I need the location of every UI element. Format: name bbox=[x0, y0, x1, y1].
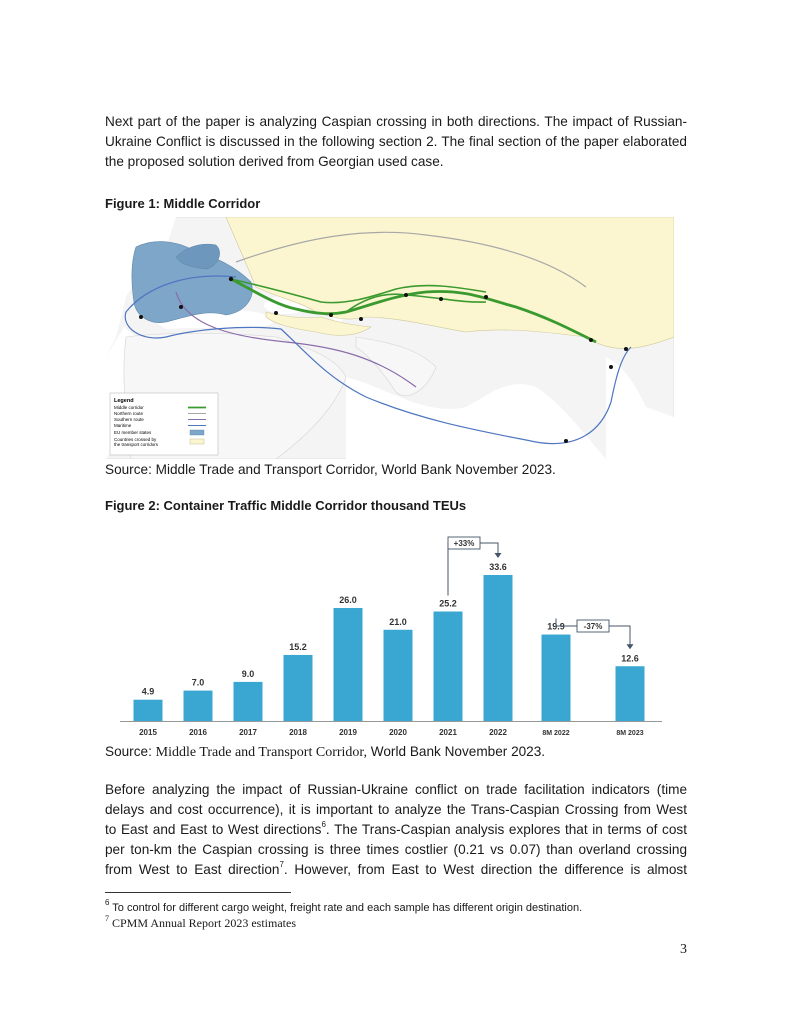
bar-2021 bbox=[434, 612, 463, 722]
node-dot bbox=[359, 317, 363, 321]
annotation-arrow bbox=[495, 553, 502, 558]
data-label: 33.6 bbox=[489, 562, 507, 572]
bars-layer bbox=[120, 575, 662, 722]
node-dot bbox=[404, 293, 408, 297]
data-label: 15.2 bbox=[289, 641, 307, 652]
bar-2018 bbox=[284, 655, 313, 721]
body-text: . However, from East to West direction the difference is almost bbox=[283, 862, 687, 877]
map-legend bbox=[110, 393, 218, 455]
source-prefix: Source: bbox=[105, 744, 156, 759]
data-label: 12.6 bbox=[621, 653, 639, 664]
bar-8m-2023 bbox=[616, 666, 645, 721]
body-text: from West to East direction bbox=[105, 862, 280, 877]
tick-labels-layer bbox=[139, 728, 644, 737]
container-traffic-chart bbox=[106, 528, 666, 743]
source-title: Middle Trade and Transport Corridor, bbox=[155, 745, 368, 760]
node-dot bbox=[229, 277, 233, 281]
data-label: 19.9 bbox=[547, 621, 565, 632]
body-line: delays and cost occurrence), it is important to analyze the Trans-Caspian Crossing from West bbox=[105, 802, 687, 817]
data-label: 4.9 bbox=[141, 686, 155, 697]
node-dot bbox=[484, 295, 488, 299]
intro-line: Ukraine Conflict is discussed in the following section 2. The final section of the paper elaborated bbox=[105, 134, 687, 149]
footnote-ref-7[interactable]: 7 bbox=[279, 860, 284, 870]
annotation-arrow bbox=[627, 644, 634, 649]
bar-2016 bbox=[184, 691, 213, 721]
footnote-6-text: To control for different cargo weight, freight rate and each sample has different origin destination. bbox=[109, 902, 583, 914]
body-line bbox=[105, 860, 687, 880]
figure2-caption: Figure 2: Container Traffic Middle Corridor thousand TEUs bbox=[105, 498, 467, 513]
node-dot bbox=[624, 347, 628, 351]
legend-swatch bbox=[190, 439, 204, 444]
middle-corridor-map bbox=[106, 217, 674, 459]
body-paragraph bbox=[105, 780, 687, 880]
footnote-ref-6[interactable]: 6 bbox=[321, 820, 326, 830]
footnote-7 bbox=[105, 916, 296, 931]
body-line bbox=[105, 820, 687, 840]
bar-2019 bbox=[334, 608, 363, 721]
body-line: per ton-km the Caspian crossing is three times costlier (0.21 vs 0.07) than overland crossing bbox=[105, 842, 687, 857]
tick-label: 2019 bbox=[339, 728, 357, 737]
tick-label: 2021 bbox=[439, 728, 457, 737]
source-rest: World Bank November 2023. bbox=[367, 744, 546, 759]
legend-item: Northern route bbox=[114, 411, 144, 416]
page-number: 3 bbox=[680, 942, 687, 957]
tick-label: 8M 2022 bbox=[542, 730, 570, 737]
tick-label: 2022 bbox=[489, 728, 507, 737]
footnote-6-mark: 6 bbox=[105, 898, 110, 908]
legend-item: Maritime bbox=[114, 423, 132, 428]
tick-label: 2018 bbox=[289, 728, 307, 737]
tick-label: 2020 bbox=[389, 728, 407, 737]
figure2-source bbox=[105, 744, 545, 761]
node-dot bbox=[439, 297, 443, 301]
annotation-label: +33% bbox=[453, 539, 475, 548]
tick-label: 8M 2023 bbox=[616, 730, 644, 737]
bar-2017 bbox=[234, 682, 263, 721]
node-dot bbox=[609, 365, 613, 369]
data-label: 7.0 bbox=[191, 677, 205, 688]
node-dot bbox=[274, 311, 278, 315]
annotations-layer bbox=[448, 537, 634, 649]
footnote-7-text: CPMM Annual Report 2023 estimates bbox=[109, 916, 296, 930]
intro-line: Next part of the paper is analyzing Caspian crossing in both directions. The impact of Russian- bbox=[105, 114, 687, 129]
legend-item: EU member states bbox=[114, 430, 152, 435]
node-dot bbox=[139, 315, 143, 319]
legend-item: the transport corridors bbox=[114, 442, 159, 447]
data-label: 21.0 bbox=[389, 616, 407, 627]
footnote-divider bbox=[105, 892, 291, 893]
body-text: to East and East to West directions bbox=[105, 822, 322, 837]
figure1-source: Source: Middle Trade and Transport Corridor, World Bank November 2023. bbox=[105, 462, 556, 477]
legend-item: Southern route bbox=[114, 417, 144, 422]
node-dot bbox=[179, 305, 183, 309]
intro-paragraph bbox=[105, 112, 687, 172]
body-text: . The Trans-Caspian analysis explores that in terms of cost bbox=[325, 822, 687, 837]
node-dot bbox=[329, 313, 333, 317]
legend-item: Countries crossed by bbox=[114, 437, 157, 442]
data-label: 9.0 bbox=[241, 668, 255, 679]
data-label: 26.0 bbox=[339, 595, 357, 606]
node-dot bbox=[564, 439, 568, 443]
tick-label: 2016 bbox=[189, 728, 207, 737]
footnote-6 bbox=[105, 898, 583, 914]
footnote-7-mark: 7 bbox=[105, 914, 109, 923]
bar-2020 bbox=[384, 630, 413, 721]
bar-8m-2022 bbox=[542, 635, 571, 721]
legend-item: Middle corridor bbox=[114, 405, 144, 410]
node-dot bbox=[589, 338, 593, 342]
figure1-caption: Figure 1: Middle Corridor bbox=[105, 196, 261, 211]
body-line: Before analyzing the impact of Russian-Ukraine conflict on trade facilitation indicators (time bbox=[105, 782, 687, 797]
bar-2022 bbox=[484, 575, 513, 721]
intro-line: the proposed solution derived from Georgian used case. bbox=[105, 154, 444, 169]
data-label: 25.2 bbox=[439, 598, 457, 609]
legend-title: Legend bbox=[114, 398, 134, 404]
tick-label: 2017 bbox=[239, 728, 257, 737]
tick-label: 2015 bbox=[139, 728, 157, 737]
annotation-label: -37% bbox=[583, 622, 603, 631]
legend-swatch bbox=[190, 430, 204, 435]
bar-2015 bbox=[134, 700, 163, 721]
